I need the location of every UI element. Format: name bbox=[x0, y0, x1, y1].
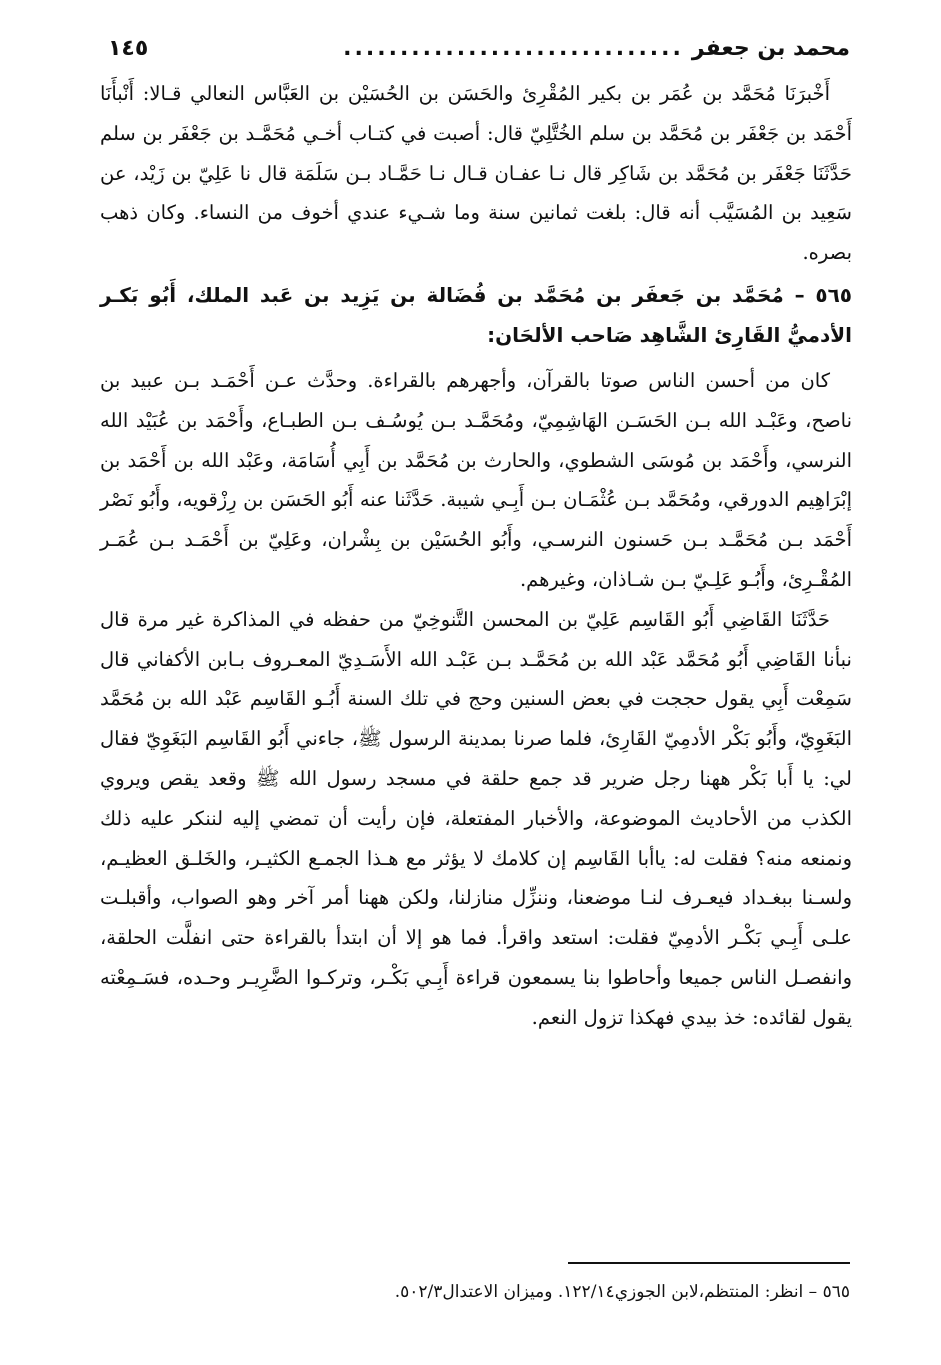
footnote-separator bbox=[568, 1262, 850, 1264]
running-header bbox=[108, 28, 850, 68]
leader-dots: .............................. bbox=[343, 35, 684, 61]
running-title: محمد بن جعفر bbox=[691, 35, 850, 61]
page-number: ١٤٥ bbox=[108, 35, 149, 61]
main-text bbox=[100, 74, 852, 1038]
paragraph-biography: كان من أحسن الناس صوتا بالقرآن، وأجهرهم بالقراءة. وحدَّث عـن أَحْمَـد بـن عبيد بن ناصح، وعَبْـد الله بـن الحَسَـن الهَاشِمِيّ، ومُحَمَّـد بـن يُوسُـف بـن الطبـاع، وأَحْمَد بن عُبَيْد الله النرسي، وأَحْمَد بن مُوسَى الشطوي، والحارث بن مُحَمَّد بن أَبِي أُسَامَة، وعَبْد الله بن أَحْمَد بن إبْرَاهِيم الدورقي، ومُحَمَّد بـن عُثْمَـان بـن أَبِـي شيبة. حَدَّثَنا عنه أَبُو الحَسَن بن رِزْقويه، وأَبُو نَصْر أَحْمَد بـن مُحَمَّـد بـن حَسنون النرسـي، وأَبُو الحُسَيْن بن بِشْران، وعَلِيّ بن أَحْمَـد بـن عُمَـر المُقْـرِئ، وأَبُـو عَلِـيّ بـن شـاذان، وغيرهم. bbox=[100, 368, 852, 591]
entry-heading: ٥٦٥ – مُحَمَّد بن جَعفَر بن مُحَمَّد بن فُضَالة بن يَزِيد بن عَبد الملك، أَبُو بَكـر الأدميُّ القَارِئ الشَّاهِد صَاحب الألحَان: bbox=[100, 282, 852, 347]
footnote: ٥٦٥ – انظر: المنتظم،لابن الجوزي١٢٢/١٤. وميزان الاعتدال٥٠٢/٣. bbox=[394, 1282, 850, 1302]
paragraph-narration: أَخْبرَنَا مُحَمَّد بن عُمَر بن بكير المُقْرِئ والحَسَن بن الحُسَيْن بن العَبَّاس النعالي قـالا: أَنْبأَنَا أَحْمَد بن جَعْفَر بن مُحَمَّد بن سلم الخُتَّلِيّ قال: أصبت في كتـاب أخـي مُحَمَّـد بن جَعْفَر بن سلم حَدَّثَنَا جَعْفَر بن مُحَمَّد بن شَاكِر قال نـا عفـان قـال نـا حَمَّـاد بـن سَلَمَة قال نا عَلِيّ بن زَيْد، عن سَعِيد بن المُسَيَّب أنه قال: بلغت ثمانين سنة وما شـيء عندي أخوف من النساء. وكان ذهب بصره. bbox=[100, 82, 852, 265]
paragraph-anecdote: حَدَّثَنَا القَاضِي أَبُو القَاسِم عَلِيّ بن المحسن التَّنوخِيّ من حفظه في المذاكرة غير مرة قال نبأنا القَاضِي أَبُو مُحَمَّد عَبْد الله بن مُحَمَّـد بـن عَبْـد الله الأَسَـدِيّ المعـروف بـابن الأكفاني قال سَمِعْت أَبِي يقول حججت في بعض السنين وحج في تلك السنة أَبُـو القَاسِم عَبْد الله بن مُحَمَّد البَغَوِيّ، وأَبُو بَكْر الأدمِيّ القَارِئ، فلما صرنا بمدينة الرسول ﷺ، جاءني أَبُو القَاسِم البَغَوِيّ فقال لي: يا أَبا بَكْر ههنا رجل ضرير قد جمع حلقة في مسجد رسول الله ﷺ وقعد يقص ويروي الكذب من الأحاديث الموضوعة، والأخبار المفتعلة، فإن رأيت أن تمضي إليه لننكر عليه ذلك ونمنعه منه؟ فقلت له: ياأبا القَاسِم إن كلامك لا يؤثر مع هـذا الجمـع الكثيـر، والخَلـق العظيـم، ولسـنا ببغـداد فيعـرف لنـا موضعنا، وننزِّل منازلنا، ولكن ههنا أمر آخر وهو الصواب، وأقبلـت علـى أَبِـي بَكْـر الأدمِيّ فقلت: استعد واقرأ. فما هو إلا أن ابتدأ بالقراءة حتى انفلَّت الحلقة، وانفصـل الناس جميعا وأحاطوا بنا يسمعون قراءة أَبِـي بَكْـر، وتركـوا الضَّرِيـر وحـده، فسَـمِعْته يقول لقائده: خذ بيدي فهكذا تزول النعم. bbox=[100, 607, 852, 1029]
